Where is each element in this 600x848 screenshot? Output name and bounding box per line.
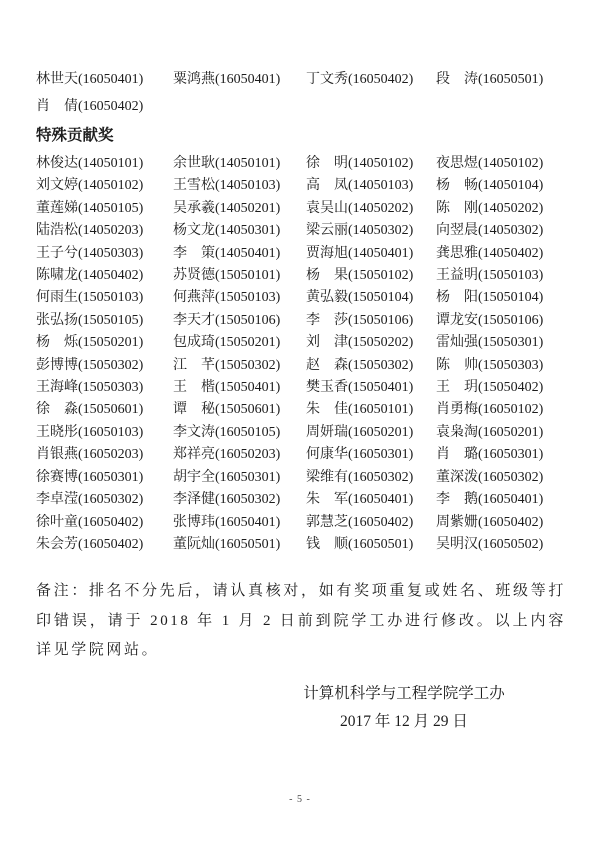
award-entry: 董阮灿(16050501) — [173, 536, 281, 552]
award-entry: 李卓滢(16050302) — [36, 492, 144, 508]
award-entry: 朱会芳(16050402) — [36, 536, 144, 552]
award-row — [36, 399, 566, 421]
award-entry: 苏贤德(15050101) — [173, 268, 281, 284]
award-entry: 袁吴山(14050202) — [306, 200, 414, 216]
award-row — [36, 512, 566, 534]
award-row — [36, 444, 566, 466]
award-entry: 林俊达(14050101) — [36, 156, 144, 171]
award-entry: 陈 帅(15050303) — [436, 357, 544, 373]
award-entry: 肖 璐(16050301) — [436, 447, 544, 463]
award-entry: 胡宇全(16050301) — [173, 469, 281, 485]
award-entry: 粟鸿燕(16050401) — [173, 72, 281, 87]
award-entry: 夜思煜(14050102) — [436, 156, 544, 171]
award-entry: 高 凤(14050103) — [306, 178, 414, 194]
award-entry: 何雨生(15050103) — [36, 290, 144, 306]
award-entry: 杨 阳(15050104) — [436, 290, 544, 306]
award-entry: 钱 顺(16050501) — [306, 536, 414, 552]
award-entry: 赵 森(15050302) — [306, 357, 414, 373]
award-row — [36, 467, 566, 489]
award-entry: 雷灿强(15050301) — [436, 335, 544, 351]
award-entry: 徐 淼(15050601) — [36, 402, 144, 418]
award-entry: 肖勇梅(16050102) — [436, 402, 544, 418]
award-row — [36, 310, 566, 332]
award-entry: 包成琦(15050201) — [173, 335, 281, 351]
award-entry — [436, 93, 566, 120]
award-row — [36, 332, 566, 354]
award-entry: 李 鹅(16050401) — [436, 492, 544, 508]
award-row — [36, 66, 566, 93]
award-entry: 陈啸龙(14050402) — [36, 268, 144, 284]
award-row — [36, 422, 566, 444]
award-entry: 谭龙安(15050106) — [436, 312, 544, 328]
award-entry: 李文涛(16050105) — [173, 424, 281, 440]
award-entry: 李天才(15050106) — [173, 312, 281, 328]
award-entry: 朱 佳(16050101) — [306, 402, 414, 418]
award-row — [36, 534, 566, 556]
award-entry: 梁云丽(14050302) — [306, 223, 414, 239]
award-entry: 徐 明(14050102) — [306, 156, 414, 171]
award-entry: 谭 秘(15050601) — [173, 402, 281, 418]
award-row — [36, 265, 566, 287]
award-entry: 向翌晨(14050302) — [436, 223, 544, 239]
award-entry: 肖 倩(16050402) — [36, 99, 144, 114]
award-entry: 杨 果(15050102) — [306, 268, 414, 284]
award-entry: 杨文龙(14050301) — [173, 223, 281, 239]
award-entry: 李 策(14050401) — [173, 245, 281, 261]
award-entry: 贾海旭(14050401) — [306, 245, 414, 261]
award-entry: 王 玥(15050402) — [436, 380, 544, 396]
award-entry: 吴明汉(16050502) — [436, 536, 544, 552]
award-entry: 龚思雅(14050402) — [436, 245, 544, 261]
award-entry: 李泽健(16050302) — [173, 492, 281, 508]
award-entry: 王子兮(14050303) — [36, 245, 144, 261]
award-entry: 郑祥亮(16050203) — [173, 447, 281, 463]
page-number: - 5 - — [289, 794, 311, 805]
award-entry: 王益明(15050103) — [436, 268, 544, 284]
award-entry: 何燕萍(15050103) — [173, 290, 281, 306]
previous-award-continuation-list — [36, 66, 566, 120]
award-row — [36, 355, 566, 377]
award-entry: 周紫姗(16050402) — [436, 514, 544, 530]
award-entry: 林世天(16050401) — [36, 72, 144, 87]
award-entry: 陆浩松(14050203) — [36, 223, 144, 239]
award-entry — [306, 93, 436, 120]
award-entry: 杨 烁(15050201) — [36, 335, 144, 351]
section-title-special-contribution-award: 特殊贡献奖 — [36, 127, 114, 144]
award-row — [36, 175, 566, 197]
award-row — [36, 153, 566, 175]
award-entry: 肖银燕(16050203) — [36, 447, 144, 463]
signature-date: 2017 年 12 月 29 日 — [340, 712, 468, 730]
award-entry: 王 楷(15050401) — [173, 380, 281, 396]
award-entry: 江 芊(15050302) — [173, 357, 281, 373]
award-entry: 樊玉香(15050401) — [306, 380, 414, 396]
award-entry: 刘 津(15050202) — [306, 335, 414, 351]
award-entry: 朱 军(16050401) — [306, 492, 414, 508]
award-entry: 丁文秀(16050402) — [306, 72, 414, 87]
remark-note: 备注：排名不分先后，请认真核对，如有奖项重复或姓名、班级等打印错误，请于 2018 年 1 月 2 日前到院学工办进行修改。以上内容详见学院网站。 — [36, 583, 566, 659]
award-row — [36, 220, 566, 242]
award-entry — [173, 93, 306, 120]
award-entry: 郭慧芝(16050402) — [306, 514, 414, 530]
award-entry: 黄弘毅(15050104) — [306, 290, 414, 306]
award-row — [36, 243, 566, 265]
award-row — [36, 377, 566, 399]
signature-block — [298, 681, 510, 737]
award-row — [36, 287, 566, 309]
award-entry: 梁维有(16050302) — [306, 469, 414, 485]
award-row — [36, 93, 566, 120]
award-entry: 徐赛博(16050301) — [36, 469, 144, 485]
award-entry: 吴承羲(14050201) — [173, 200, 281, 216]
award-entry: 李 莎(15050106) — [306, 312, 414, 328]
award-entry: 王雪松(14050103) — [173, 178, 281, 194]
award-entry: 徐叶童(16050402) — [36, 514, 144, 530]
award-entry: 董莲娣(14050105) — [36, 200, 144, 216]
award-entry: 何康华(16050301) — [306, 447, 414, 463]
special-award-list — [36, 153, 566, 556]
award-entry: 余世耿(14050101) — [173, 156, 281, 171]
award-entry: 董深泼(16050302) — [436, 469, 544, 485]
award-entry: 周妍瑞(16050201) — [306, 424, 414, 440]
signature-office: 计算机科学与工程学院学工办 — [303, 684, 505, 702]
award-entry: 王海峰(15050303) — [36, 380, 144, 396]
award-entry: 彭博博(15050302) — [36, 357, 144, 373]
award-entry: 袁枭淘(16050201) — [436, 424, 544, 440]
award-entry: 杨 畅(14050104) — [436, 178, 544, 194]
award-entry: 陈 刚(14050202) — [436, 200, 544, 216]
award-entry: 刘文婷(14050102) — [36, 178, 144, 194]
award-entry: 段 涛(16050501) — [436, 72, 544, 87]
award-row — [36, 198, 566, 220]
award-row — [36, 489, 566, 511]
award-entry: 王晓彤(16050103) — [36, 424, 144, 440]
award-entry: 张博玮(16050401) — [173, 514, 281, 530]
award-entry: 张弘扬(15050105) — [36, 312, 144, 328]
